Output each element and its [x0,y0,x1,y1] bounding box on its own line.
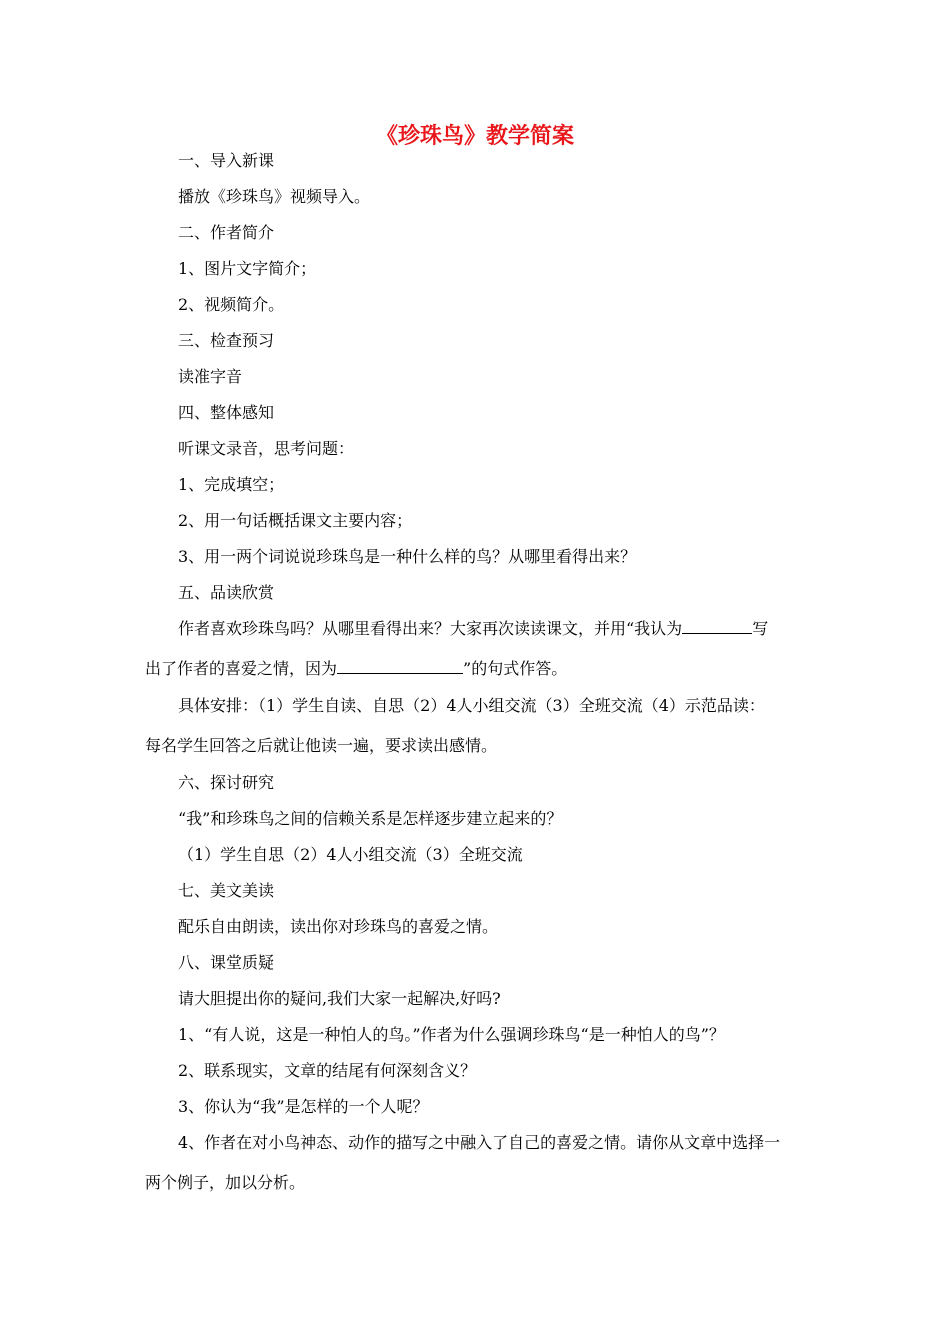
paragraph: 请大胆提出你的疑问,我们大家一起解决,好吗? [178,989,501,1008]
list-item: 3、用一两个词说说珍珠鸟是一种什么样的鸟？从哪里看得出来？ [178,547,637,566]
paragraph-text: 写 [752,619,769,638]
section-heading-2: 二、作者简介 [178,223,275,242]
list-item: 两个例子，加以分析。 [145,1173,306,1192]
list-item: 1、“有人说，这是一种怕人的鸟。”作者为什么强调珍珠鸟“是一种怕人的鸟”？ [178,1025,725,1044]
list-item: 3、你认为“我”是怎样的一个人呢？ [178,1097,429,1116]
section-heading-8: 八、课堂质疑 [178,953,275,972]
fill-blank [682,619,752,634]
paragraph: 播放《珍珠鸟》视频导入。 [178,187,371,206]
section-heading-1: 一、导入新课 [178,151,275,170]
section-heading-3: 三、检查预习 [178,331,275,350]
section-heading-6: 六、探讨研究 [178,773,275,792]
section-heading-5: 五、品读欣赏 [178,583,275,602]
fill-blank [337,659,463,674]
paragraph: “我”和珍珠鸟之间的信赖关系是怎样逐步建立起来的？ [178,809,563,828]
section-heading-7: 七、美文美读 [178,881,275,900]
paragraph-text: 出了作者的喜爱之情，因为 [145,659,338,678]
paragraph: 读准字音 [178,367,243,386]
paragraph-line [145,658,567,680]
list-item: 1、图片文字简介； [178,259,317,278]
paragraph-line [178,618,768,640]
paragraph: 具体安排：（1）学生自读、自思（2）4人小组交流（3）全班交流（4）示范品读： [178,696,765,715]
list-item: 2、联系现实，文章的结尾有何深刻含义？ [178,1061,477,1080]
list-item: 4、作者在对小鸟神态、动作的描写之中融入了自己的喜爱之情。请你从文章中选择一 [178,1133,781,1152]
paragraph: （1）学生自思（2）4人小组交流（3）全班交流 [178,845,523,864]
paragraph: 听课文录音，思考问题： [178,439,355,458]
paragraph: 配乐自由朗读，读出你对珍珠鸟的喜爱之情。 [178,917,499,936]
section-heading-4: 四、整体感知 [178,403,275,422]
list-item: 2、视频简介。 [178,295,285,314]
paragraph-text: 作者喜欢珍珠鸟吗？从哪里看得出来？大家再次读读课文，并用“我认为 [178,619,683,638]
list-item: 2、用一句话概括课文主要内容； [178,511,413,530]
document-title: 《珍珠鸟》教学简案 [375,123,574,149]
paragraph: 每名学生回答之后就让他读一遍，要求读出感情。 [145,736,498,755]
paragraph-text: ”的句式作答。 [463,659,568,678]
list-item: 1、完成填空； [178,475,285,494]
